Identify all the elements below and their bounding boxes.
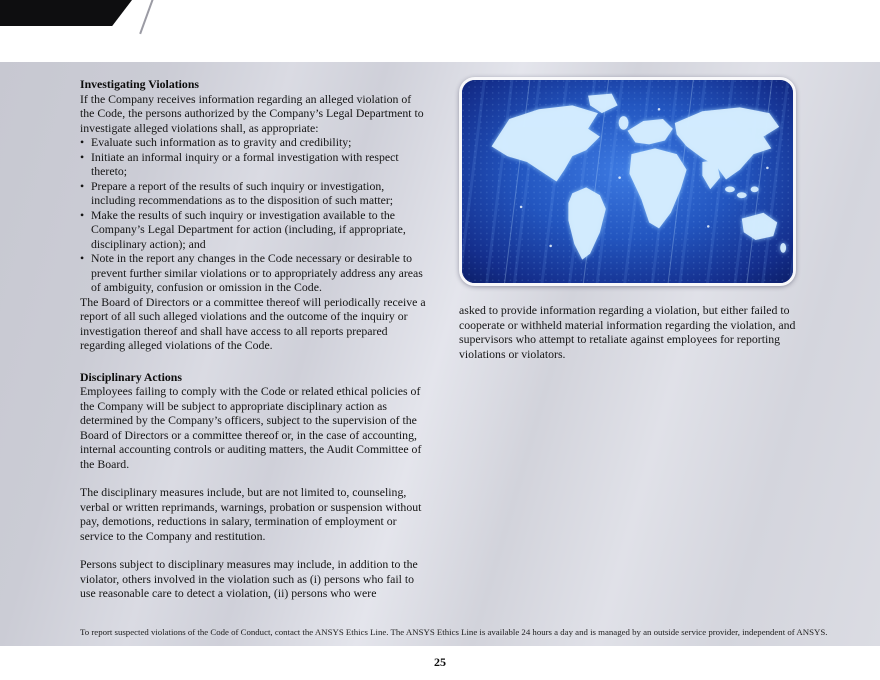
section-disciplinary-actions (80, 370, 426, 601)
bullet-text: Initiate an informal inquiry or a formal investigation with respect thereto; (91, 149, 399, 178)
section-heading-disciplinary-actions: Disciplinary Actions (80, 369, 182, 384)
bullet-marker: • (80, 207, 85, 222)
list-item (80, 150, 426, 179)
right-text-column: asked to provide information regarding a violation, but either failed to cooperate or withheld material information regarding the violation, and supervisors who attempt to retaliate against employees for reporting violations or violators. (459, 303, 796, 361)
section-heading-investigating-violations: Investigating Violations (80, 77, 199, 91)
world-map-graphic (462, 80, 793, 283)
footer-ethics-line-note: To report suspected violations of the Code of Conduct, contact the ANSYS Ethics Line. The ANSYS Ethics Line is available 24 hours a day and is managed by an outside service provider, independent of ANSYS. (80, 627, 828, 637)
bullet-text: Note in the report any changes in the Code necessary or desirable to prevent further similar violations or to appropriately address any areas of ambiguity, confusion or omission in the Code. (91, 251, 423, 294)
list-item (80, 251, 426, 295)
bullet-text: Prepare a report of the results of such inquiry or investigation, including recommendations as to the disposition of such matter; (91, 178, 394, 207)
list-item (80, 135, 426, 150)
bullet-text: Evaluate such information as to gravity and credibility; (91, 135, 352, 149)
header-black-angled-shape (0, 0, 132, 26)
list-item (80, 208, 426, 252)
section1-intro: If the Company receives information regarding an alleged violation of the Code, the persons authorized by the Company’s Legal Department to investigate alleged violations shall, as appropriate: (80, 91, 424, 135)
bullet-marker: • (80, 178, 85, 193)
paragraph: Persons subject to disciplinary measures may include, in addition to the violator, others involved in the violation such as (i) persons who fail to use reasonable care to detect a violation, (ii) persons who were (80, 557, 418, 600)
header-diagonal-line (139, 0, 154, 34)
paragraph: The disciplinary measures include, but are not limited to, counseling, verbal or written reprimands, warnings, probation or suspension without pay, demotions, reductions in salary, termination of employment or service to the Company and restitution. (80, 485, 422, 543)
paragraph: Employees failing to comply with the Code or related ethical policies of the Company will be subject to appropriate disciplinary action as determined by the Company’s officers, subject to the supervision of the Board of Directors or a committee thereof or, in the case of accounting, internal accounting controls or auditing matters, the Audit Committee of the Board. (80, 384, 422, 471)
bullet-marker: • (80, 251, 85, 265)
bullet-list (80, 135, 426, 295)
bullet-marker: • (80, 149, 85, 164)
bullet-marker: • (80, 135, 85, 149)
list-item (80, 179, 426, 208)
page-number: 25 (434, 655, 446, 669)
left-text-column (80, 77, 426, 601)
section1-closing: The Board of Directors or a committee thereof will periodically receive a report of all such alleged violations and the outcome of the inquiry or investigation thereof and shall have access to all reports prepared regarding alleged violations of the Code. (80, 294, 426, 352)
digital-world-map-image (459, 77, 796, 286)
bullet-text: Make the results of such inquiry or investigation available to the Company’s Legal Department for action (including, if appropriate, disciplinary action); and (91, 207, 406, 251)
